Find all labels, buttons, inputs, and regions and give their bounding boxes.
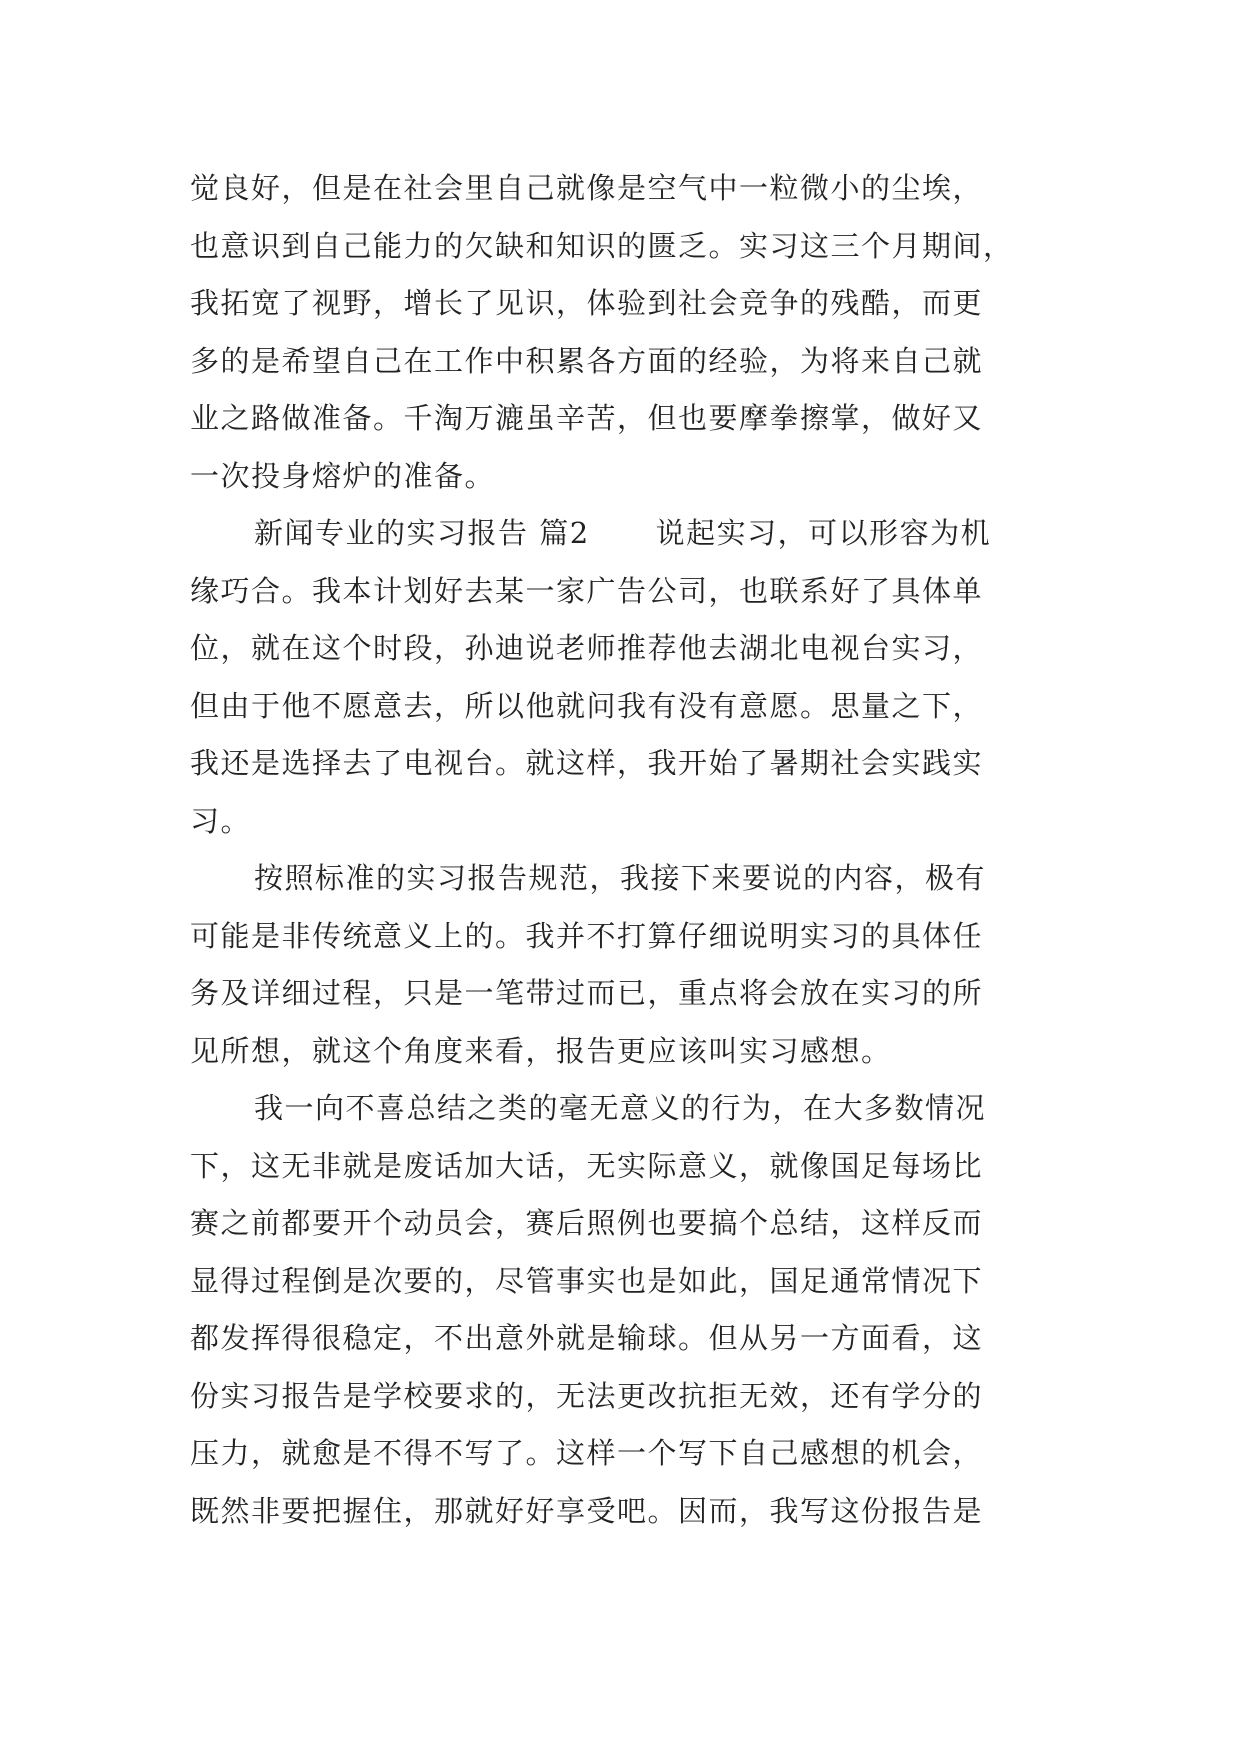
section-heading: 新闻专业的实习报告 篇2 (254, 516, 590, 550)
paragraph (190, 1080, 1070, 1540)
text-line: 压力，就愈是不得不写了。这样一个写下自己感想的机会， (190, 1436, 984, 1470)
paragraph-continuation (190, 160, 1070, 505)
text-line: 既然非要把握住，那就好好享受吧。因而，我写这份报告是 (190, 1493, 984, 1528)
text-line: 也意识到自己能力的欠缺和知识的匮乏。实习这三个月期间， (190, 228, 1014, 263)
paragraph-article-2 (190, 505, 1070, 850)
text-line: 但由于他不愿意去，所以他就问我有没有意愿。思量之下， (190, 688, 984, 723)
text-line: 业之路做准备。千淘万漉虽辛苦，但也要摩拳擦掌，做好又 (190, 401, 984, 435)
text-line: 缘巧合。我本计划好去某一家广告公司，也联系好了具体单 (190, 573, 984, 608)
text-line: 份实习报告是学校要求的，无法更改抗拒无效，还有学分的 (190, 1378, 984, 1413)
text-line: 显得过程倒是次要的，尽管事实也是如此，国足通常情况下 (190, 1263, 984, 1298)
text-line: 按照标准的实习报告规范，我接下来要说的内容，极有 (254, 861, 987, 895)
text-line: 位，就在这个时段，孙迪说老师推荐他去湖北电视台实习， (190, 631, 984, 665)
text-line: 下，这无非就是废话加大话，无实际意义，就像国足每场比 (190, 1148, 984, 1183)
text-line: 赛之前都要开个动员会，赛后照例也要搞个总结，这样反而 (190, 1206, 984, 1240)
text-segment: 说起实习，可以形容为机 (655, 516, 992, 550)
text-line: 我还是选择去了电视台。就这样，我开始了暑期社会实践实 (190, 746, 984, 780)
paragraph (190, 850, 1070, 1080)
heading-line (190, 505, 1070, 563)
document-body (190, 160, 1070, 1540)
text-line: 我拓宽了视野，增长了见识，体验到社会竞争的残酷，而更 (190, 286, 984, 320)
text-line: 都发挥得很稳定，不出意外就是输球。但从另一方面看，这 (190, 1321, 984, 1355)
text-line: 我一向不喜总结之类的毫无意义的行为，在大多数情况 (254, 1091, 987, 1125)
text-line: 见所想，就这个角度来看，报告更应该叫实习感想。 (190, 1033, 892, 1068)
text-line: 多的是希望自己在工作中积累各方面的经验，为将来自己就 (190, 343, 984, 378)
text-line: 务及详细过程，只是一笔带过而已，重点将会放在实习的所 (190, 976, 984, 1010)
text-line: 觉良好，但是在社会里自己就像是空气中一粒微小的尘埃， (190, 171, 984, 205)
text-line: 可能是非传统意义上的。我并不打算仔细说明实习的具体任 (190, 918, 984, 953)
text-line: 一次投身熔炉的准备。 (190, 458, 496, 493)
text-line: 习。 (190, 803, 252, 838)
